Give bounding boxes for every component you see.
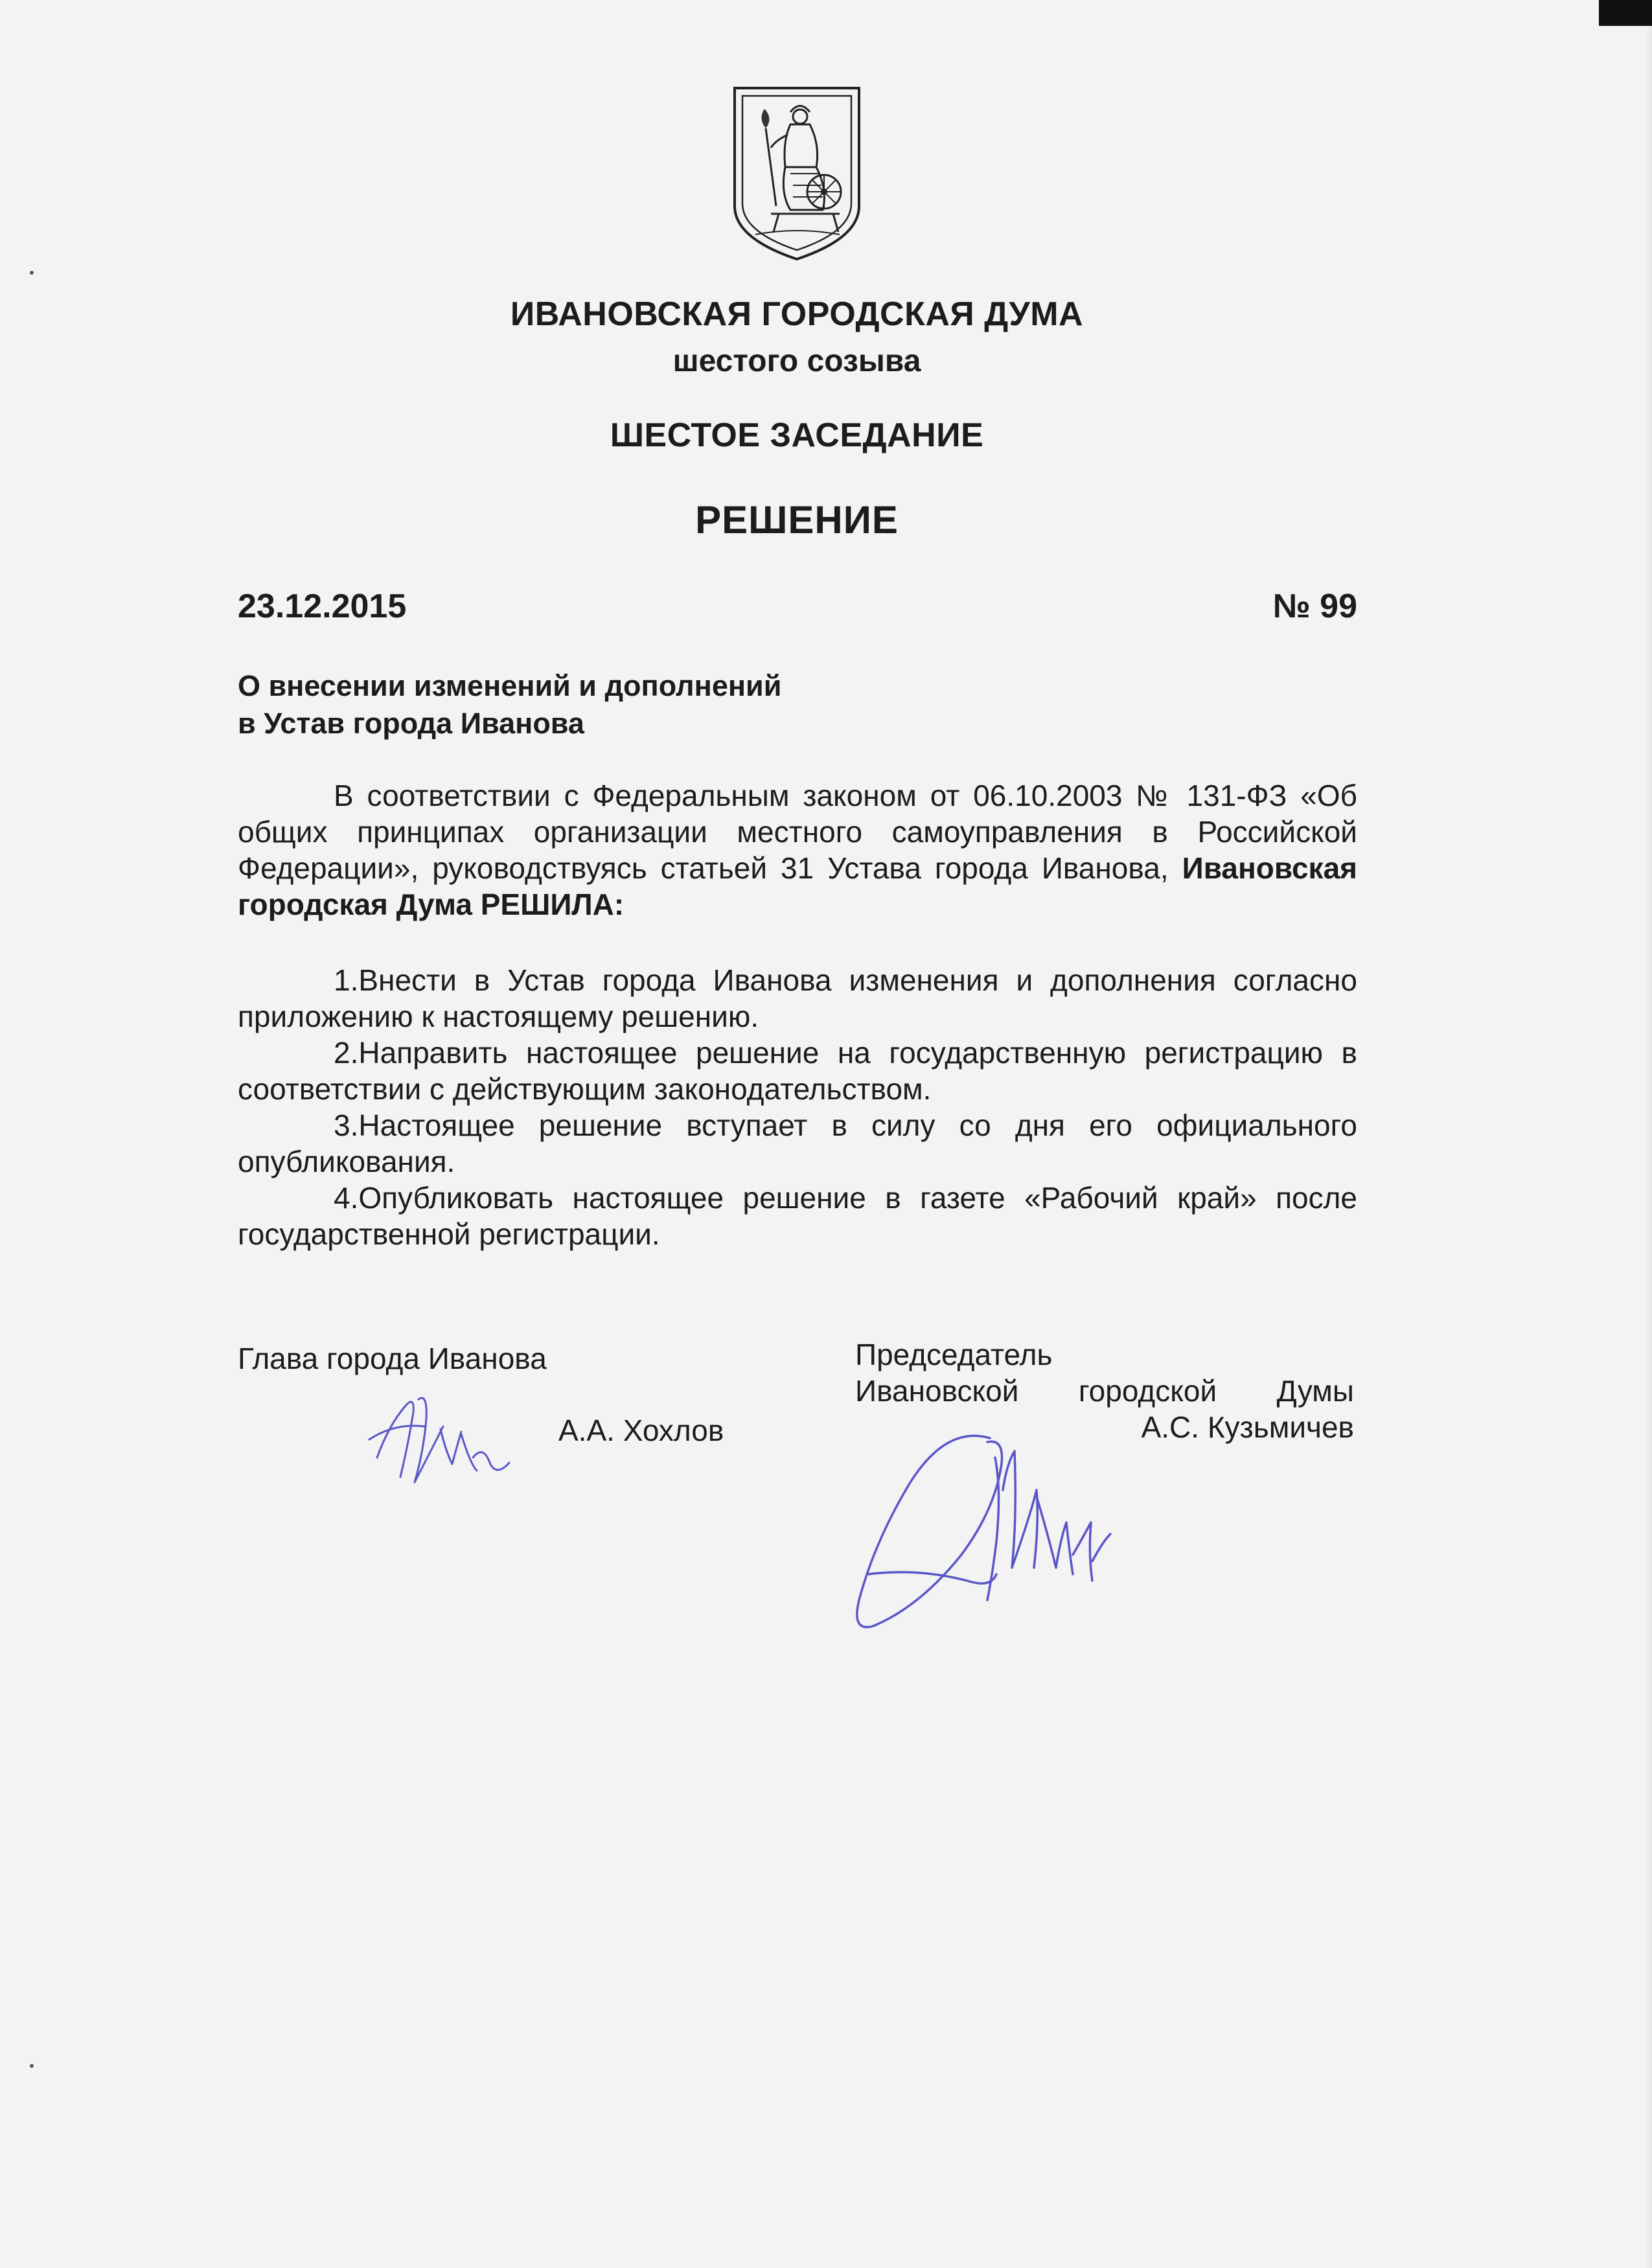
session-title: ШЕСТОЕ ЗАСЕДАНИЕ bbox=[610, 417, 984, 454]
decision-date: 23.12.2015 bbox=[238, 588, 407, 625]
convocation: шестого созыва bbox=[672, 344, 921, 378]
signature-right-icon bbox=[842, 1412, 1140, 1671]
subject-line: О внесении изменений и дополнений bbox=[238, 669, 782, 702]
signer-left-name: А.А. Хохлов bbox=[558, 1414, 724, 1447]
signature-left-icon bbox=[363, 1367, 531, 1490]
signer-right-title bbox=[855, 1373, 1354, 1409]
scan-edge bbox=[1599, 0, 1652, 26]
decision-items bbox=[238, 962, 1357, 1252]
decision-item: 4.Опубликовать настоящее решение в газете «Рабочий край» после государственной регистрации. bbox=[238, 1181, 1357, 1251]
signer-left-title: Глава города Иванова bbox=[238, 1342, 547, 1375]
preamble-resolution: Ивановская городская Дума РЕШИЛА: bbox=[238, 851, 1357, 921]
decision-subject bbox=[238, 667, 781, 742]
decision-item: 3.Настоящее решение вступает в силу со дня его официального опубликования. bbox=[238, 1108, 1357, 1178]
coat-of-arms-icon bbox=[726, 83, 868, 264]
preamble-text: В соответствии с Федеральным законом от 06.10.2003 № 131-ФЗ «Об общих принципах организации местного самоуправления в Российской Федерации», руководствуясь статьей 31 Устава города Иванова, bbox=[238, 779, 1357, 885]
signer-right-title: Председатель bbox=[855, 1338, 1053, 1371]
preamble bbox=[238, 777, 1357, 922]
scan-speck bbox=[30, 271, 34, 275]
signer-right-title-word: Думы bbox=[1276, 1374, 1354, 1408]
org-name: ИВАНОВСКАЯ ГОРОДСКАЯ ДУМА bbox=[510, 295, 1084, 333]
decision-item: 1.Внести в Устав города Иванова изменения и дополнения согласно приложению к настоящему решению. bbox=[238, 963, 1357, 1033]
scan-shadow bbox=[1646, 26, 1652, 2268]
preamble-paragraph bbox=[238, 777, 1357, 922]
decision-number: № 99 bbox=[1272, 588, 1357, 625]
signer-right-title-word: городской bbox=[1078, 1374, 1217, 1408]
document-type: РЕШЕНИЕ bbox=[695, 498, 899, 542]
scan-speck bbox=[30, 2064, 34, 2068]
decision-item: 2.Направить настоящее решение на государственную регистрацию в соответствии с действующим законодательством. bbox=[238, 1036, 1357, 1106]
signer-right-title-word: Ивановской bbox=[855, 1374, 1019, 1408]
signer-right-name: А.С. Кузьмичев bbox=[1141, 1410, 1354, 1444]
subject-line: в Устав города Иванова bbox=[238, 707, 584, 740]
